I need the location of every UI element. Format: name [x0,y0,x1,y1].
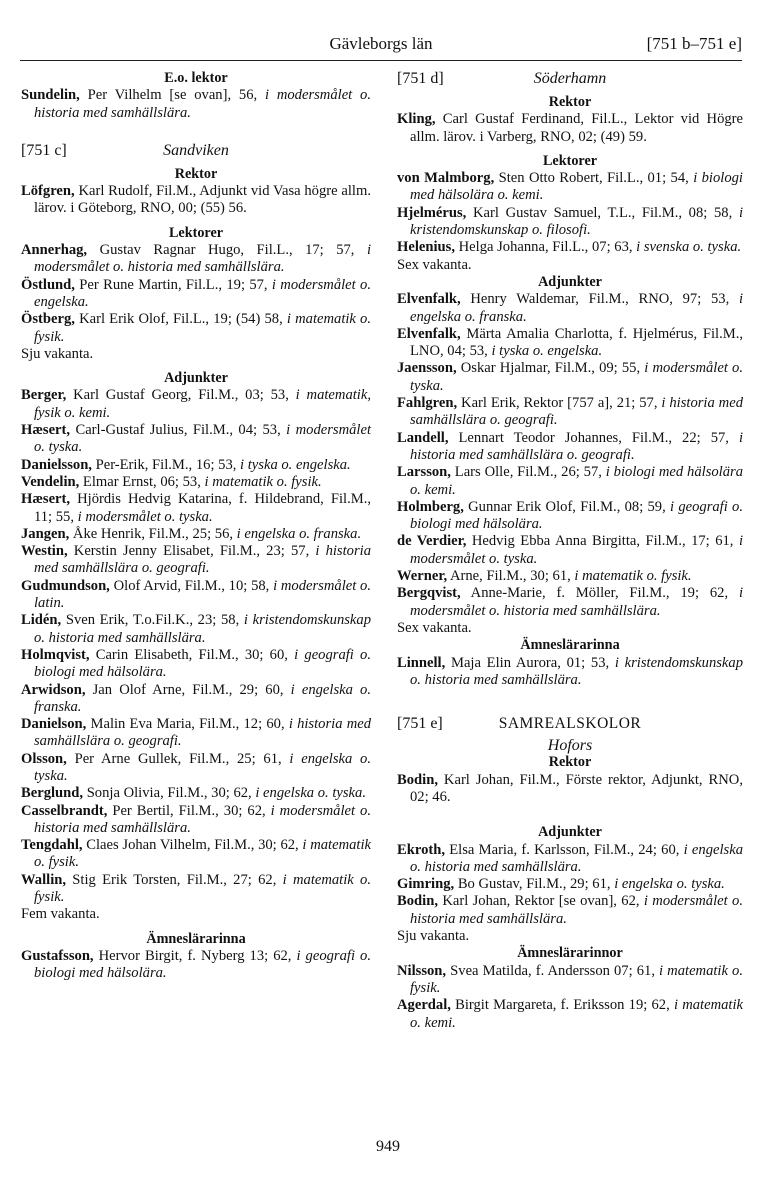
staff-subjects: i geografi o. biologi med hälsolära. [34,947,371,982]
staff-name: Arwidson, [21,681,86,698]
staff-details: Åke Henrik, Fil.M., 25; 56, [69,525,237,542]
staff-name: Elvenfalk, [397,291,461,308]
staff-entry [21,457,371,474]
staff-entry [21,87,371,122]
staff-entry [21,491,371,526]
staff-entry [397,291,743,326]
staff-entry [397,963,743,998]
staff-subjects: i engelska o. tyska. [34,750,371,784]
entry-list [21,242,371,346]
staff-details: Kerstin Jenny Elisabet, Fil.M., 23; 57, [67,543,316,560]
staff-details: Sten Otto Robert, Fil.L., 01; 54, [494,170,694,187]
staff-details: Maja Elin Aurora, 01; 53, [445,654,615,671]
staff-name: Danielson, [21,716,87,733]
staff-name: Danielsson, [21,456,92,473]
page-range: [751 b–751 e] [646,34,742,53]
staff-details: Karl Gustaf Georg, Fil.M., 03; 53, [66,387,296,404]
staff-name: von Malmborg, [397,170,495,187]
staff-name: Berger, [21,387,67,404]
staff-subjects: i kristendomskunskap o. historia med samhällslära. [410,654,743,688]
vacancy-note: Sju vakanta. [21,345,94,362]
staff-details: Elmar Ernst, 06; 53, [79,473,205,490]
staff-details: Malin Eva Maria, Fil.M., 12; 60, [86,716,289,733]
staff-entry [21,803,371,838]
section-heading: E.o. lektor [164,70,228,86]
staff-name: Landell, [397,429,449,446]
staff-details: Henry Waldemar, Fil.M., RNO, 97; 53, [460,291,739,308]
staff-name: Hæsert, [21,422,71,439]
staff-entry [397,170,743,205]
staff-entry [397,842,743,877]
staff-details: Anne-Marie, f. Möller, Fil.M., 19; 62, [460,585,739,602]
staff-entry [21,474,371,491]
staff-subjects: i matematik o. fysik. [34,871,371,906]
staff-name: Linnell, [397,654,446,671]
staff-details: Karl Johan, Fil.M., Förste rektor, Adjunkt, RNO, 02; 46. [410,771,743,805]
staff-entry [397,111,743,146]
staff-name: Hæsert, [21,491,71,508]
staff-name: Gimring, [397,876,455,893]
town-header [21,142,371,164]
entry-list [21,87,371,122]
staff-entry [21,785,371,802]
staff-details: Karl Gustav Samuel, T.L., Fil.M., 08; 58, [466,204,739,221]
staff-name: Casselbrandt, [21,802,108,819]
staff-details: Karl Johan, Rektor [se ovan], 62, [437,893,644,910]
staff-details: Helga Johanna, Fil.L., 07; 63, [454,239,637,256]
staff-subjects: i biologi med hälsolära o. kemi. [410,170,743,204]
section-heading: Rektor [548,754,592,771]
staff-name: Ekroth, [397,841,445,858]
staff-entry [397,326,743,361]
staff-entry [21,716,371,751]
entry-list [397,111,743,146]
page-title: Gävleborgs län [329,34,433,53]
staff-subjects: i kristendomskunskap o. historia med samhällslära. [34,612,371,646]
staff-details: Olof Arvid, Fil.M., 10; 58, [109,577,274,594]
staff-name: Gudmundson, [21,577,110,594]
staff-entry [21,526,371,543]
staff-name: Elvenfalk, [397,325,461,342]
staff-name: Helenius, [397,239,455,256]
staff-details: Carl Gustaf Ferdinand, Fil.L., Lektor vid Högre allm. lärov. i Varberg, RNO, 02; (49) 59. [410,111,743,145]
staff-name: Werner, [397,568,448,585]
staff-subjects: i modersmålet o. engelska. [34,276,371,310]
staff-subjects: i tyska o. engelska. [240,456,351,473]
vacancy-note: Sex vakanta. [397,256,472,273]
staff-name: Holmqvist, [21,646,90,663]
entry-list [21,183,371,218]
staff-subjects: i modersmålet o. tyska. [410,533,743,567]
staff-details: Sven Erik, T.o.Fil.K., 23; 58, [61,612,244,629]
section-heading: Lektorer [542,152,598,169]
entry-list [397,842,743,928]
staff-name: Westin, [21,543,68,560]
staff-details: Hedvig Ebba Anna Birgitta, Fil.M., 17; 61, [466,533,739,550]
staff-name: Bodin, [397,771,438,788]
staff-details: Lars Olle, Fil.M., 26; 57, [450,464,606,481]
vacancy-note: Sju vakanta. [397,928,470,945]
staff-details: Karl Erik Olof, Fil.L., 19; (54) 58, [74,311,287,328]
staff-details: Per-Erik, Fil.M., 16; 53, [91,456,241,473]
staff-subjects: i engelska o. franska. [34,681,371,715]
staff-name: Östberg, [21,311,75,328]
section-heading: Ämneslärarinnor [517,945,623,962]
staff-name: Wallin, [21,871,67,888]
staff-entry [397,239,743,256]
staff-entry [21,311,371,346]
section-heading: Adjunkter [538,824,602,841]
staff-entry [397,430,743,465]
staff-subjects: i matematik o. fysik. [34,837,371,871]
entry-list [397,170,743,256]
staff-name: Larsson, [397,464,451,481]
staff-subjects: i matematik, fysik o. kemi. [34,387,371,421]
staff-name: Jangen, [21,525,70,542]
staff-subjects: i tyska o. engelska. [491,343,603,360]
staff-details: Elsa Maria, f. Karlsson, Fil.M., 24; 60, [445,841,684,858]
staff-details: Svea Matilda, f. Andersson 07; 61, [446,962,660,979]
staff-entry [21,837,371,872]
staff-details: Karl Rudolf, Fil.M., Adjunkt vid Vasa högre allm. lärov. i Göteborg, RNO, 00; (55) 56. [34,183,371,217]
staff-details: Lennart Teodor Johannes, Fil.M., 22; 57, [448,429,739,446]
section-heading: Adjunkter [538,273,602,290]
staff-entry [397,533,743,568]
entry-list [21,948,371,983]
staff-subjects: i modersmålet o. historia med samhällslära. [410,585,743,619]
staff-details: Oskar Hjalmar, Fil.M., 09; 55, [456,360,645,377]
staff-details: Gustav Ragnar Hugo, Fil.L., 17; 57, [87,242,367,259]
staff-subjects: i engelska o. franska. [410,291,743,325]
staff-subjects: i modersmålet o. tyska. [410,360,743,394]
staff-name: Holmberg, [397,498,464,515]
staff-subjects: i modersmålet o. historia med samhällslära. [34,242,371,276]
staff-entry [21,682,371,717]
staff-entry [21,948,371,983]
page-header [20,30,742,58]
staff-subjects: i engelska o. historia med samhällslära. [410,841,743,875]
staff-subjects: i historia med samhällslära o. geografi. [34,716,372,750]
entry-list [21,387,371,906]
staff-subjects: i matematik o. kemi. [410,997,743,1031]
staff-subjects: i modersmålet o. historia med samhällslära. [34,802,371,836]
section-code: [751 c] [21,141,67,159]
staff-name: Bergqvist, [397,585,461,602]
staff-name: Nilsson, [397,962,447,979]
entry-list [397,963,743,1032]
staff-entry [21,751,371,786]
staff-subjects: i modersmålet o. tyska. [77,508,213,525]
town-name: Söderhamn [533,70,607,87]
header-rule [20,60,742,61]
section-heading: Ämneslärarinna [146,930,246,947]
staff-entry [397,893,743,928]
staff-name: Östlund, [21,276,75,293]
staff-name: Hjelmérus, [397,204,467,221]
staff-entry [397,876,743,893]
town-name: Sandviken [163,141,229,159]
section-code: [751 d] [397,70,444,87]
staff-entry [21,277,371,312]
staff-details: Birgit Margareta, f. Eriksson 19; 62, [450,997,674,1014]
staff-subjects: i matematik o. fysik. [410,962,743,996]
staff-name: Lidén, [21,612,62,629]
section-heading: Rektor [548,94,592,110]
section-heading: Lektorer [168,224,224,241]
entry-list [397,291,743,620]
staff-name: Vendelin, [21,473,80,490]
staff-entry [397,655,743,690]
town-name: Hofors [547,737,593,755]
staff-entry [397,464,743,499]
staff-details: Arne, Fil.M., 30; 61, [447,568,575,585]
staff-subjects: i kristendomskunskap o. filosofi. [410,204,743,239]
staff-details: Hervor Birgit, f. Nyberg 13; 62, [93,947,297,964]
staff-entry [21,543,371,578]
staff-entry [397,997,743,1032]
right-column [397,70,743,1032]
staff-name: de Verdier, [397,533,467,550]
staff-name: Kling, [397,111,436,128]
staff-details: Stig Erik Torsten, Fil.M., 27; 62, [66,871,283,888]
staff-details: Karl Erik, Rektor [757 a], 21; 57, [457,395,662,412]
section-heading: Ämneslärarinna [520,637,620,654]
staff-name: Bodin, [397,893,438,910]
staff-name: Annerhag, [21,242,88,259]
staff-entry [21,578,371,613]
staff-entry [21,387,371,422]
staff-subjects: i biologi med hälsolära o. kemi. [410,464,743,498]
section-code: [751 e] [397,715,443,733]
staff-details: Carin Elisabeth, Fil.M., 30; 60, [89,646,295,663]
left-column [21,70,371,983]
staff-subjects: i historia med samhällslära o. geografi. [34,543,371,577]
staff-name: Tengdahl, [21,837,83,854]
vacancy-note: Sex vakanta. [397,619,472,636]
section-header [397,715,743,735]
staff-details: Per Vilhelm [se ovan], 56, [79,87,265,104]
staff-subjects: i historia med samhällslära o. geografi. [410,429,743,463]
staff-name: Agerdal, [397,997,451,1014]
staff-subjects: i modersmålet o. latin. [34,577,371,612]
staff-subjects: i modersmålet o. historia med samhällslära. [410,893,743,927]
staff-subjects: i engelska o. tyska. [614,876,725,893]
staff-details: Per Rune Martin, Fil.L., 19; 57, [74,276,272,293]
entry-list [397,772,743,807]
town-header [397,70,743,92]
staff-name: Sundelin, [21,87,80,104]
staff-entry [21,242,371,277]
staff-entry [397,499,743,534]
staff-subjects: i matematik o. fysik. [204,473,322,490]
staff-name: Olsson, [21,750,67,767]
staff-subjects: i engelska o. franska. [236,525,362,542]
staff-details: Sonja Olivia, Fil.M., 30; 62, [83,785,256,802]
staff-details: Bo Gustav, Fil.M., 29; 61, [454,876,615,893]
staff-subjects: i matematik o. fysik. [34,311,372,345]
staff-details: Hjördis Hedvig Katarina, f. Hildebrand, Fil.M., 11; 55, [34,491,371,525]
staff-subjects: i engelska o. tyska. [255,785,366,802]
staff-subjects: i geografi o. biologi med hälsolära. [410,498,743,533]
staff-entry [397,585,743,620]
staff-details: Carl-Gustaf Julius, Fil.M., 04; 53, [70,422,287,439]
staff-name: Jaensson, [397,360,457,377]
staff-entry [21,872,371,907]
staff-details: Märta Amalia Charlotta, f. Hjelmérus, Fil.M., LNO, 04; 53, [410,325,743,360]
staff-subjects: i historia med samhällslära o. geografi. [410,395,743,429]
staff-name: Berglund, [21,785,84,802]
staff-subjects: i geografi o. biologi med hälsolära. [34,646,371,681]
staff-entry [397,205,743,240]
staff-entry [21,183,371,218]
section-heading: Rektor [174,165,218,182]
staff-entry [21,647,371,682]
staff-subjects: i modersmålet o. historia med samhällslära. [34,87,371,121]
staff-entry [397,772,743,807]
section-heading: Adjunkter [164,370,228,387]
section-name: SAMREALSKOLOR [498,715,642,733]
staff-entry [397,395,743,430]
staff-entry [21,612,371,647]
staff-subjects: i modersmålet o. tyska. [34,422,371,456]
vacancy-note: Fem vakanta. [21,906,100,923]
entry-list [397,655,743,690]
staff-entry [397,360,743,395]
staff-entry [21,422,371,457]
staff-subjects: i svenska o. tyska. [636,239,742,256]
staff-details: Claes Johan Vilhelm, Fil.M., 30; 62, [82,837,303,854]
staff-entry [397,568,743,585]
staff-details: Gunnar Erik Olof, Fil.M., 08; 59, [463,498,671,515]
page-number: 949 [376,1138,400,1155]
staff-name: Fahlgren, [397,395,458,412]
staff-name: Löfgren, [21,183,75,200]
staff-subjects: i matematik o. fysik. [574,568,692,585]
staff-name: Gustafsson, [21,947,94,964]
staff-details: Jan Olof Arne, Fil.M., 29; 60, [85,681,291,698]
staff-details: Per Bertil, Fil.M., 30; 62, [107,802,271,819]
staff-details: Per Arne Gullek, Fil.M., 25; 61, [66,750,290,767]
